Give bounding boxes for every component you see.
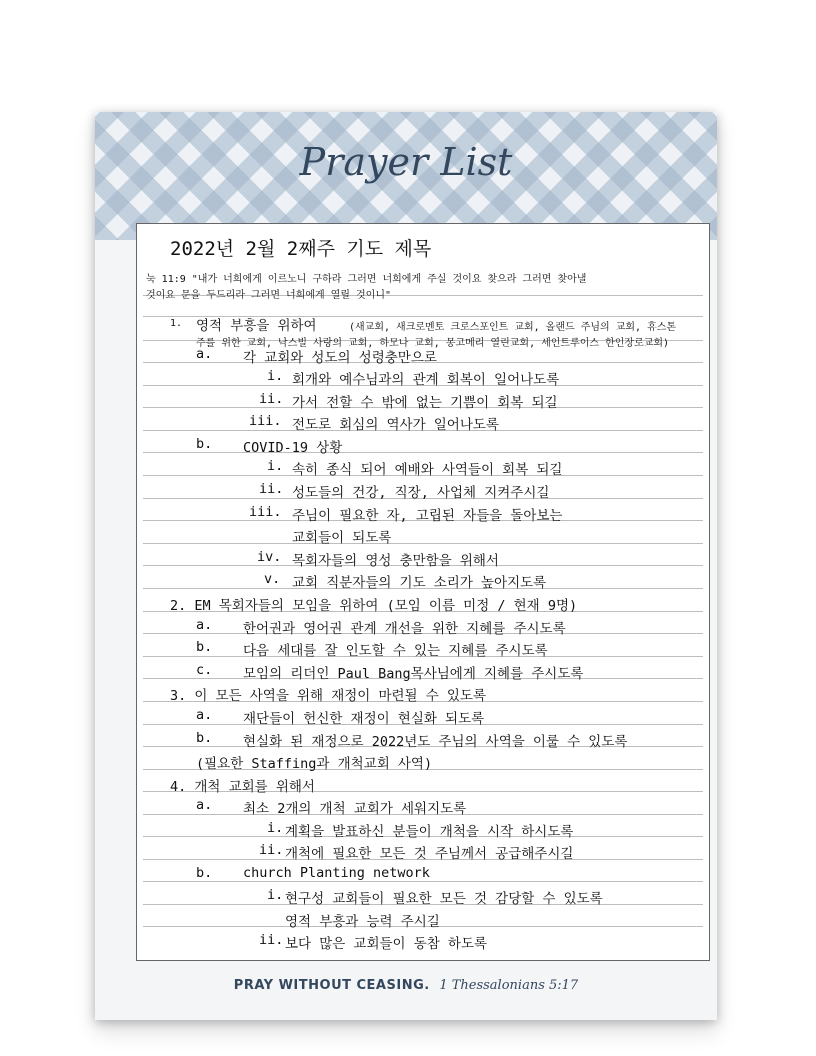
card-title: Prayer List [299,140,513,184]
list-item-text: 현구성 교회들이 필요한 모든 것 감당할 수 있도록 [285,891,603,907]
list-item-text: 목회자들의 영성 충만함을 위해서 [292,553,499,569]
footer-reference: 1 Thessalonians 5:17 [439,978,579,993]
footer-caps-text: PRAY WITHOUT CEASING. [233,978,430,993]
list-marker: a. [196,617,213,633]
list-item-text: 교회들이 되도록 [292,530,392,546]
list-item-text: 회개와 예수님과의 관계 회복이 일어나도록 [292,372,560,388]
document-heading: 2022년 2월 2째주 기도 제목 [170,238,432,260]
list-item-text: 각 교회와 성도의 성령충만으로 [243,350,437,366]
list-item-text: COVID-19 상황 [243,440,343,456]
section-1-churches-line-2: 주를 위한 교회, 낙스빌 사랑의 교회, 하모나 교회, 몽고메리 열린교회, 세인트루이스 한인장로교회) [196,338,670,349]
list-item-text: 다음 세대를 잘 인도할 수 있는 지혜를 주시도록 [243,643,548,659]
list-item-text: 보다 많은 교회들이 동참 하도록 [285,936,488,952]
list-marker: iii. [249,504,282,520]
list-marker: a. [196,707,213,723]
list-item-text: 현실화 된 재정으로 2022년도 주님의 사역을 이룰 수 있도록 [243,734,628,750]
list-marker: v. [264,571,281,587]
prayer-list-card [95,112,717,1020]
list-marker: a. [196,346,213,362]
list-item-text: 재단들이 헌신한 재정이 현실화 되도록 [243,711,485,727]
list-marker: b. [196,639,213,655]
list-marker: a. [196,797,213,813]
list-item-text: 개척에 필요한 모든 것 주님께서 공급해주시길 [285,846,574,862]
list-marker: i. [267,820,284,836]
list-item-text: 성도들의 건강, 직장, 사업체 지켜주시길 [292,485,550,501]
list-marker: i. [267,887,284,903]
scripture-verse-line-2: 것이요 문을 두드리라 그러면 너희에게 열릴 것이니" [146,290,392,301]
list-item-text: 전도로 회심의 역사가 일어나도록 [292,417,499,433]
list-item-text: 주님이 필요한 자, 고립된 자들을 돌아보는 [292,508,563,524]
list-item-text: 영적 부흥과 능력 주시길 [285,914,440,930]
list-marker: iv. [257,549,282,565]
list-item-continuation: (필요한 Staffing과 개척교회 사역) [196,756,433,772]
section-1-number: 1. [170,318,183,329]
list-marker: iii. [249,413,282,429]
section-3-title: 3. 이 모든 사역을 위해 재정이 마련될 수 있도록 [170,688,487,704]
ruled-line [143,543,703,544]
prayer-document [136,223,710,961]
list-marker: b. [196,730,213,746]
list-item-text: 모임의 리더인 Paul Bang목사님에게 지혜를 주시도록 [243,666,584,682]
list-marker: ii. [259,932,284,948]
section-1-churches-line-1: (새교회, 새크로멘토 크로스포인트 교회, 올랜드 주님의 교회, 휴스톤 [349,322,677,333]
ruled-line [143,881,703,882]
list-marker: b. [196,436,213,452]
list-item-text: 가서 전할 수 밖에 없는 기쁨이 회복 되길 [292,395,558,411]
section-1-title: 영적 부흥을 위하여 [196,318,317,334]
list-marker: i. [267,458,284,474]
list-item-text: 최소 2개의 개척 교회가 세워지도록 [243,801,467,817]
list-marker: b. [196,865,213,881]
list-marker: c. [196,662,213,678]
list-item-text: 속히 종식 되어 예배와 사역들이 회복 되길 [292,462,563,478]
list-item-text: 계획을 발표하신 분들이 개척을 시작 하시도록 [285,824,574,840]
footer-verse [95,974,717,993]
ruled-line [143,452,703,453]
scripture-verse-line-1: 눅 11:9 "내가 너희에게 이르노니 구하라 그러면 너희에게 주실 것이요 찾으라 그러면 찾아낼 [146,274,587,285]
section-2-title: 2. EM 목회자들의 모임을 위하여 (모임 이름 미정 / 현재 9명) [170,598,578,614]
section-4-title: 4. 개척 교회를 위해서 [170,779,315,795]
list-item-text: 교회 직분자들의 기도 소리가 높아지도록 [292,575,547,591]
list-marker: i. [267,368,284,384]
list-marker: ii. [259,391,284,407]
list-marker: ii. [259,481,284,497]
list-item-text: church Planting network [243,865,430,881]
list-item-text: 한어권과 영어권 관계 개선을 위한 지혜를 주시도록 [243,621,566,637]
list-marker: ii. [259,842,284,858]
